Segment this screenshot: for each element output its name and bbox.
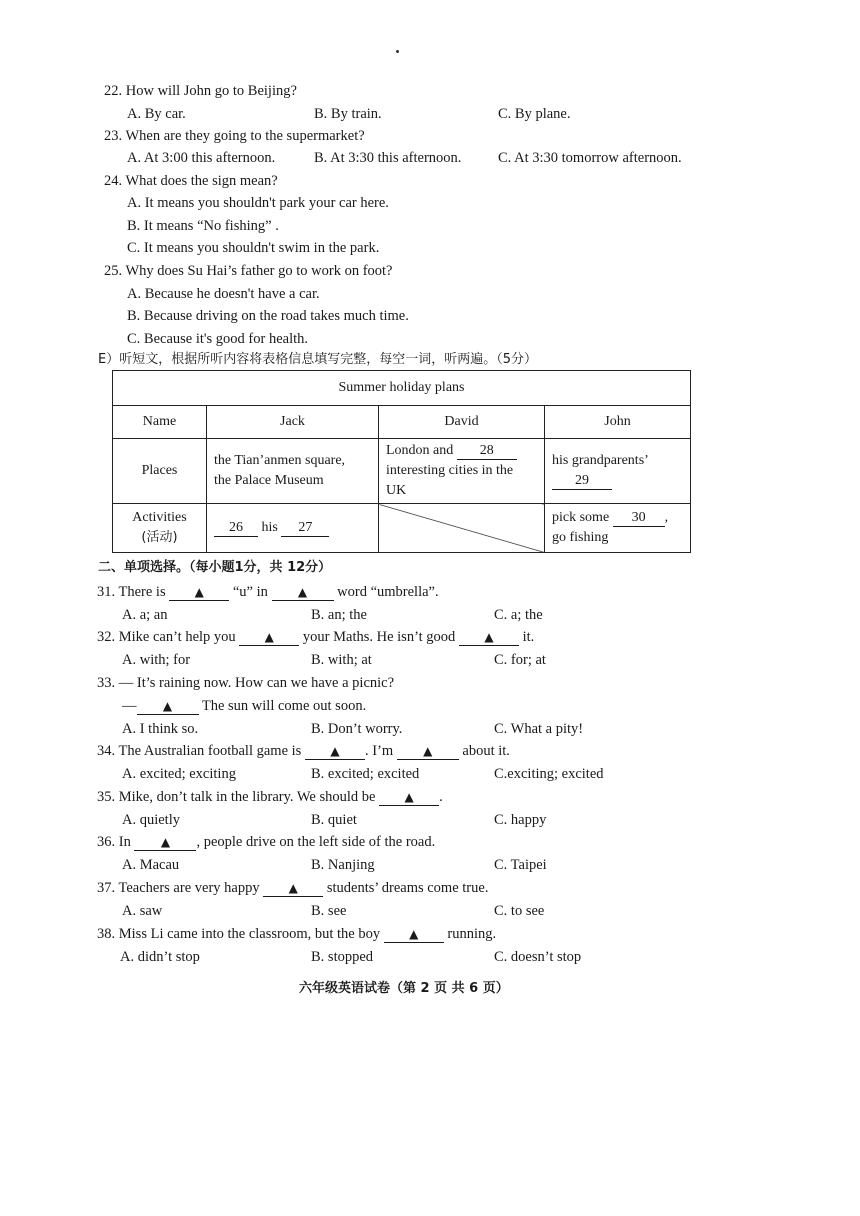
option-38a: A. didn’t stop xyxy=(120,949,200,965)
option-32c: C. for; at xyxy=(494,652,546,668)
blank-34a[interactable]: ▲ xyxy=(305,743,365,760)
option-22a: A. By car. xyxy=(127,106,186,122)
option-23a: A. At 3:00 this afternoon. xyxy=(127,150,276,166)
cell-john-activities xyxy=(545,504,691,553)
option-36b: B. Nanjing xyxy=(311,857,375,873)
blank-33[interactable]: ▲ xyxy=(137,698,199,715)
option-35b: B. quiet xyxy=(311,812,357,828)
option-22c: C. By plane. xyxy=(498,106,571,122)
john-activities-line1: pick some xyxy=(552,510,610,525)
cell-david-activities-crossed xyxy=(379,504,545,553)
blank-26[interactable]: 26 xyxy=(214,520,258,537)
option-38c: C. doesn’t stop xyxy=(494,949,582,965)
question-36: 36. In ▲ , people drive on the left side of the road. xyxy=(97,834,436,850)
row-label-activities xyxy=(113,504,207,553)
option-35a: A. quietly xyxy=(122,812,180,828)
question-34: 34. The Australian football game is ▲ . I’m ▲ about it. xyxy=(97,743,510,759)
jack-places-line1: the Tian’anmen square, xyxy=(214,453,346,468)
david-places-line1: London and xyxy=(386,443,454,458)
option-24a: A. It means you shouldn't park your car here. xyxy=(127,195,389,211)
option-24b: B. It means “No fishing” . xyxy=(127,218,279,234)
blank-37[interactable]: ▲ xyxy=(263,880,323,897)
summer-plans-table xyxy=(112,370,691,553)
blank-36[interactable]: ▲ xyxy=(134,834,196,851)
page-footer: 六年级英语试卷（第 2 页 共 6 页） xyxy=(299,981,509,996)
option-36a: A. Macau xyxy=(122,857,180,873)
question-33-reply: — ▲ The sun will come out soon. xyxy=(122,698,367,714)
speck xyxy=(396,50,399,53)
john-activities-line2: go fishing xyxy=(552,530,609,545)
part-e-instruction: E）听短文，根据所听内容将表格信息填写完整，每空一词，听两遍。（5分） xyxy=(98,352,537,367)
option-25b: B. Because driving on the road takes much time. xyxy=(127,308,409,324)
option-24c: C. It means you shouldn't swim in the park. xyxy=(127,240,380,256)
option-37b: B. see xyxy=(311,903,347,919)
option-22b: B. By train. xyxy=(314,106,382,122)
option-23b: B. At 3:30 this afternoon. xyxy=(314,150,462,166)
header-david: David xyxy=(379,406,545,439)
blank-32b[interactable]: ▲ xyxy=(459,629,519,646)
question-38: 38. Miss Li came into the classroom, but the boy ▲ running. xyxy=(97,926,497,942)
cell-david-places xyxy=(379,439,545,504)
option-32a: A. with; for xyxy=(122,652,191,668)
question-33: 33. — It’s raining now. How can we have a picnic? xyxy=(97,675,395,691)
option-31a: A. a; an xyxy=(122,607,168,623)
david-places-line2: interesting cities in the xyxy=(386,463,514,478)
activities-label: Activities xyxy=(132,510,187,525)
blank-38[interactable]: ▲ xyxy=(384,926,444,943)
option-38b: B. stopped xyxy=(311,949,374,965)
activities-label-zh: (活动) xyxy=(141,530,178,545)
blank-32a[interactable]: ▲ xyxy=(239,629,299,646)
question-23: 23. When are they going to the supermarket? xyxy=(104,128,365,144)
option-37a: A. saw xyxy=(122,903,163,919)
option-33a: A. I think so. xyxy=(122,721,199,737)
cell-jack-activities xyxy=(207,504,379,553)
question-35: 35. Mike, don’t talk in the library. We should be ▲ . xyxy=(97,789,443,805)
question-31: 31. There is ▲ “u” in ▲ word “umbrella”. xyxy=(97,584,439,600)
option-31b: B. an; the xyxy=(311,607,367,623)
jack-activities-his: his xyxy=(261,520,278,535)
table-caption: Summer holiday plans xyxy=(113,371,691,406)
row-label-places: Places xyxy=(113,439,207,504)
header-jack: Jack xyxy=(207,406,379,439)
header-name: Name xyxy=(113,406,207,439)
option-31c: C. a; the xyxy=(494,607,543,623)
david-places-line3: UK xyxy=(386,483,407,498)
john-activities-comma: , xyxy=(664,510,669,525)
question-32: 32. Mike can’t help you ▲ your Maths. He isn’t good ▲ it. xyxy=(97,629,535,645)
cell-jack-places xyxy=(207,439,379,504)
cell-john-places xyxy=(545,439,691,504)
blank-29[interactable]: 29 xyxy=(552,473,612,490)
option-23c: C. At 3:30 tomorrow afternoon. xyxy=(498,150,682,166)
option-36c: C. Taipei xyxy=(494,857,547,873)
option-25c: C. Because it's good for health. xyxy=(127,331,309,347)
option-35c: C. happy xyxy=(494,812,547,828)
question-25: 25. Why does Su Hai’s father go to work on foot? xyxy=(104,263,393,279)
question-37: 37. Teachers are very happy ▲ students’ dreams come true. xyxy=(97,880,489,896)
option-32b: B. with; at xyxy=(311,652,372,668)
blank-34b[interactable]: ▲ xyxy=(397,743,459,760)
option-33b: B. Don’t worry. xyxy=(311,721,403,737)
blank-30[interactable]: 30 xyxy=(613,510,665,527)
option-34c: C.exciting; excited xyxy=(494,766,604,782)
blank-27[interactable]: 27 xyxy=(281,520,329,537)
header-john: John xyxy=(545,406,691,439)
question-22: 22. How will John go to Beijing? xyxy=(104,83,297,99)
option-33c: C. What a pity! xyxy=(494,721,584,737)
blank-35[interactable]: ▲ xyxy=(379,789,439,806)
question-24: 24. What does the sign mean? xyxy=(104,173,278,189)
option-37c: C. to see xyxy=(494,903,545,919)
part-2-heading: 二、单项选择。（每小题1分，共 12分） xyxy=(98,560,332,575)
option-25a: A. Because he doesn't have a car. xyxy=(127,286,320,302)
option-34b: B. excited; excited xyxy=(311,766,420,782)
jack-places-line2: the Palace Museum xyxy=(214,473,324,488)
john-places-line1: his grandparents’ xyxy=(552,453,649,468)
option-34a: A. excited; exciting xyxy=(122,766,236,782)
blank-31a[interactable]: ▲ xyxy=(169,584,229,601)
blank-28[interactable]: 28 xyxy=(457,443,517,460)
blank-31b[interactable]: ▲ xyxy=(272,584,334,601)
